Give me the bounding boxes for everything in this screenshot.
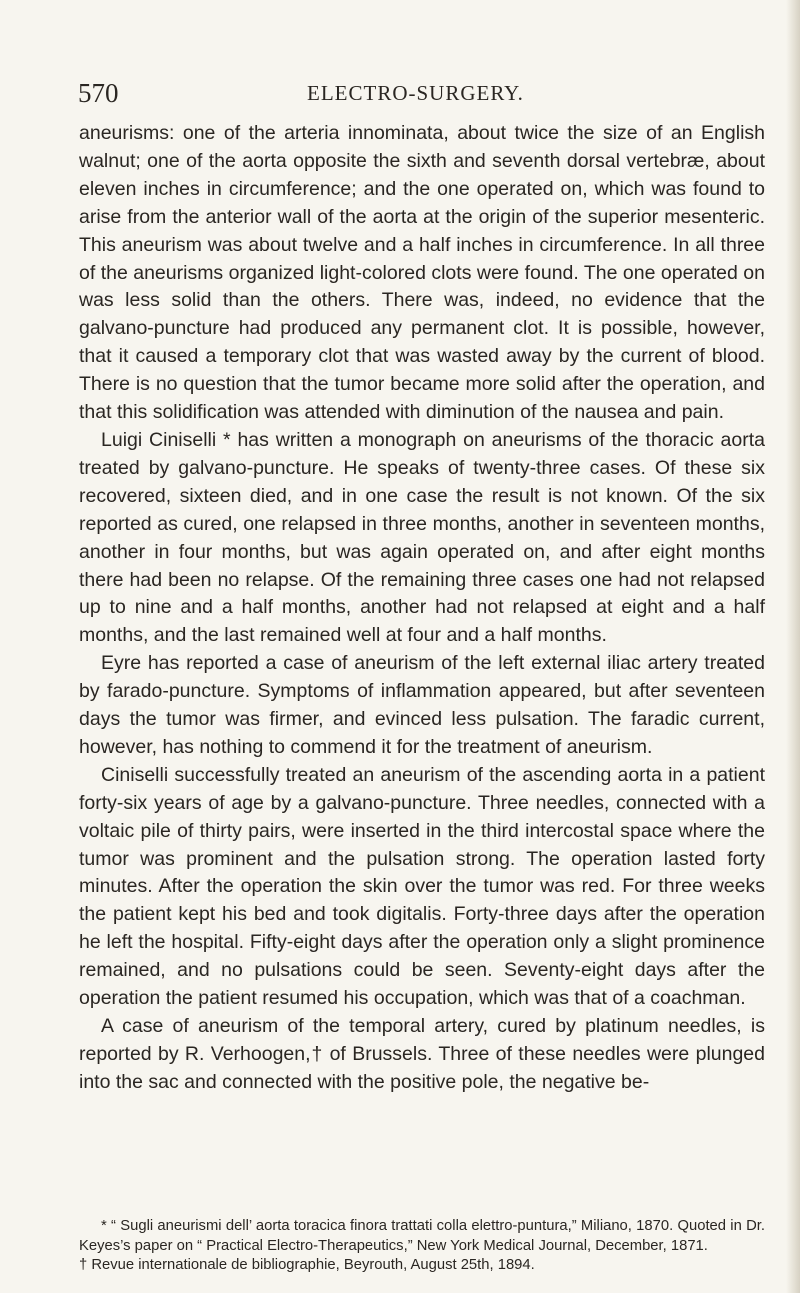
footnote-dagger: † Revue internationale de bibliographie, Beyrouth, August 25th, 1894. <box>79 1257 535 1273</box>
footnote-star: * “ Sugli aneurismi dell’ aorta toracica finora trattati colla elettro-puntura,” Miliano, 1870. Quoted in Dr. Keyes’s paper on “ Practical Electro-Therapeutics,” New York Medical Journal, December, 1871. <box>79 1218 765 1254</box>
running-head: ELECTRO-SURGERY. <box>307 81 524 105</box>
page-header <box>0 70 800 110</box>
footnotes <box>79 1217 765 1276</box>
page-edge <box>786 0 800 1293</box>
body-text <box>79 120 765 1097</box>
paragraph-eyre: Eyre has reported a case of aneurism of the left external iliac artery treated by farado-puncture. Symptoms of inflammation appeared, but after seventeen days the tumor was firmer, and evinced less pulsation. The faradic current, however, has nothing to commend it for the treatment of aneurism. <box>79 652 765 758</box>
paragraph-ciniselli-monograph: Luigi Ciniselli * has written a monograph on aneurisms of the thoracic aorta treated by galvano-puncture. He speaks of twenty-three cases. Of these six recovered, sixteen died, and in one case the result is not known. Of the six reported as cured, one relapsed in three months, another in seventeen months, another in four months, but was again operated on, and after eight months there had been no relapse. Of the remaining three cases one had not relapsed up to nine and a half months, another had not relapsed at eight and a half months, and the last remained well at four and a half months. <box>79 428 765 647</box>
page-number: 570 <box>78 78 119 108</box>
paragraph-aneurisms: aneurisms: one of the arteria innominata, about twice the size of an English walnut; one of the aorta opposite the sixth and seventh dorsal vertebræ, about eleven inches in circumference; and the one operated on, which was found to arise from the anterior wall of the aorta at the origin of the superior mesenteric. This aneurism was about twelve and a half inches in circumference. In all three of the aneurisms organized light-colored clots were found. The one operated on was less solid than the others. There was, indeed, no evidence that the galvano-puncture had produced any permanent clot. It is possible, however, that it caused a temporary clot that was wasted away by the current of blood. There is no question that the tumor became more solid after the operation, and that this solidification was attended with diminution of the nausea and pain. <box>79 122 765 424</box>
paragraph-verhoogen: A case of aneurism of the temporal artery, cured by platinum needles, is reported by R. Verhoogen,† of Brussels. Three of these needles were plunged into the sac and connected with the positive pole, the negative be- <box>79 1015 765 1093</box>
paragraph-ciniselli-case: Ciniselli successfully treated an aneurism of the ascending aorta in a patient forty-six years of age by a galvano-puncture. Three needles, connected with a voltaic pile of thirty pairs, were inserted in the third intercostal space where the tumor was prominent and the pulsation strong. The operation lasted forty minutes. After the operation the skin over the tumor was red. For three weeks the patient kept his bed and took digitalis. Forty-three days after the operation he left the hospital. Fifty-eight days after the operation only a slight prominence remained, and no pulsations could be seen. Seventy-eight days after the operation the patient resumed his occupation, which was that of a coachman. <box>79 763 765 1010</box>
